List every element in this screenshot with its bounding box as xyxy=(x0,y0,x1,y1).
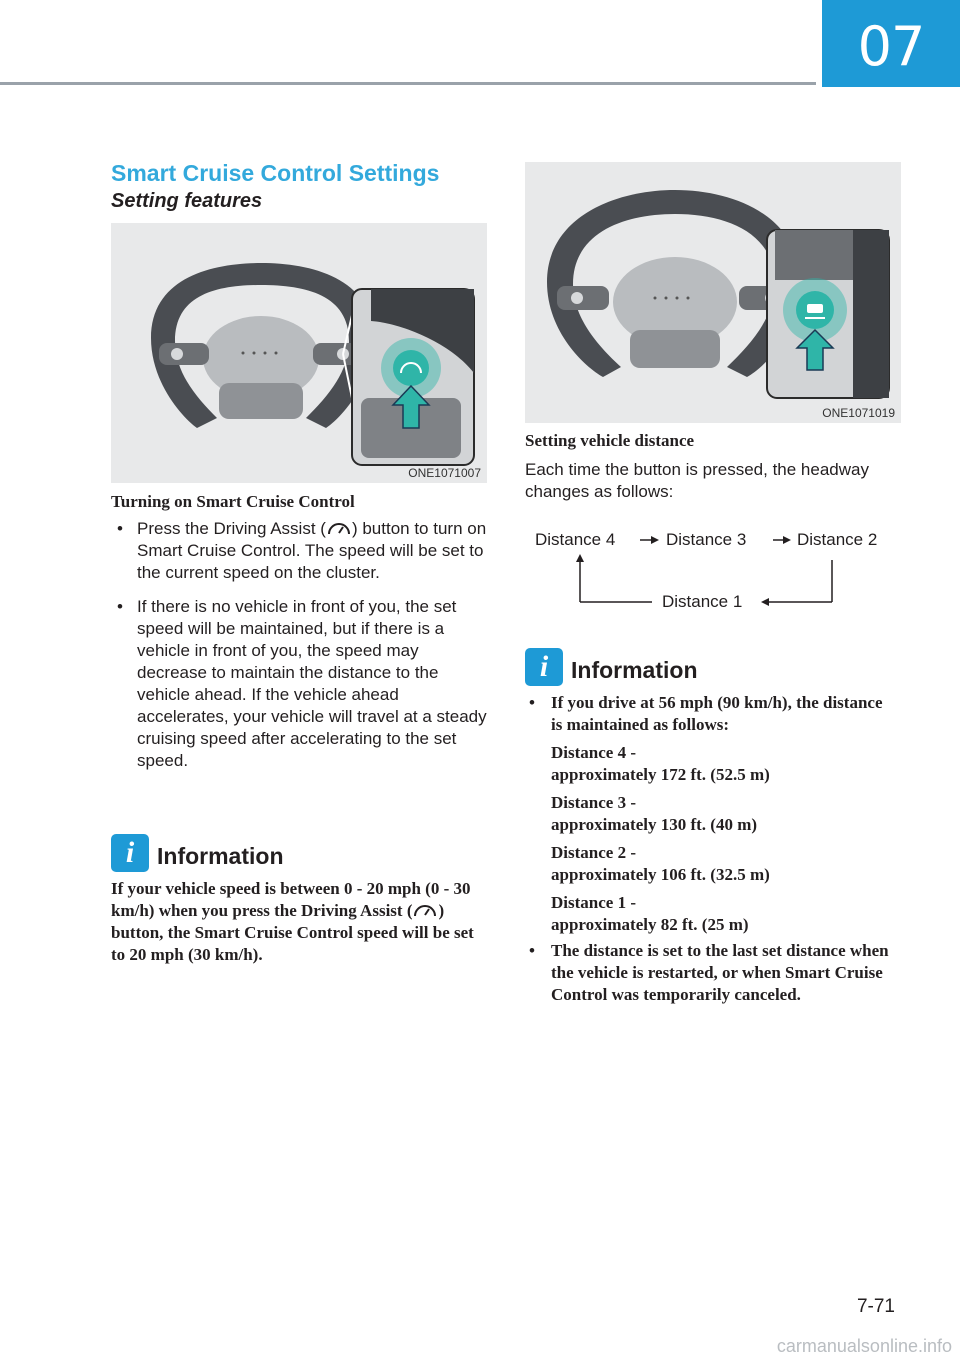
distance-4-label: Distance 4 xyxy=(535,530,616,549)
header-rule xyxy=(0,82,816,85)
distance-2-item: Distance 2 - approximately 106 ft. (32.5 m) xyxy=(551,843,770,884)
figure-code: ONE1071007 xyxy=(408,466,481,480)
driving-assist-icon xyxy=(326,520,352,536)
watermark: carmanualsonline.info xyxy=(776,1336,952,1356)
vehicle-distance-text: Each time the button is pressed, the headway changes as follows: xyxy=(525,460,869,501)
section-title: Smart Cruise Control Settings xyxy=(111,160,440,186)
turning-on-heading: Turning on Smart Cruise Control xyxy=(111,492,355,511)
info-list-2 xyxy=(525,692,895,1010)
info-label: Information xyxy=(571,656,698,683)
turning-on-list xyxy=(111,518,491,784)
list-item: • The distance is set to the last set distance when the vehicle is restarted, or when Smart Cruise Control was temporarily canceled. xyxy=(525,940,895,1006)
info-icon: i xyxy=(111,834,149,872)
distance-2-label: Distance 2 xyxy=(797,530,878,549)
distance-3-label: Distance 3 xyxy=(666,530,747,549)
info-heading-1 xyxy=(111,834,284,872)
steering-wheel-illustration xyxy=(111,223,487,483)
figure-code: ONE1071019 xyxy=(822,406,895,420)
distance-1-item: Distance 1 - approximately 82 ft. (25 m) xyxy=(551,893,749,934)
distance-4-item: Distance 4 - approximately 172 ft. (52.5 m) xyxy=(551,743,770,784)
info-label: Information xyxy=(157,842,284,869)
list-item: • If you drive at 56 mph (90 km/h), the distance is maintained as follows: Distance 4 - approximately 172 ft. (52.5 m) Distance 3 - approximately 130 ft. (40 m) Distance 2 - approximately 106 ft. (32.5 m) Distance 1 - approximately 82 ft. (25 m) xyxy=(525,692,895,936)
distance-1-label: Distance 1 xyxy=(662,592,743,611)
figure-steering-wheel-1 xyxy=(111,223,487,483)
info-heading-2 xyxy=(525,648,698,686)
info-text-1: If your vehicle speed is between 0 - 20 mph (0 - 30 km/h) when you press the Driving Assist ( ) button, the Smart Cruise Control speed will be set to 20 mph (30 km/h). xyxy=(111,879,474,964)
page-number: 7-71 xyxy=(856,1296,895,1317)
list-item: • Press the Driving Assist ( ) button to turn on Smart Cruise Control. The speed will be set to the current speed on the cluster. xyxy=(111,518,491,584)
info-icon: i xyxy=(525,648,563,686)
driving-assist-icon xyxy=(412,902,438,918)
steering-wheel-illustration xyxy=(525,162,901,423)
vehicle-distance-heading: Setting vehicle distance xyxy=(525,431,695,450)
figure-steering-wheel-2 xyxy=(525,162,901,423)
chapter-tab: 07 xyxy=(822,0,960,87)
distance-3-item: Distance 3 - approximately 130 ft. (40 m) xyxy=(551,793,758,834)
subsection-title: Setting features xyxy=(111,190,263,212)
list-item: • If there is no vehicle in front of you, the set speed will be maintained, but if there is a vehicle in front of you, the speed may decrease to maintain the distance to the vehicle ahead. If the vehicle ahead accelerates, your vehicle will travel at a steady cruising speed after accelerating to the set speed. xyxy=(111,596,491,772)
